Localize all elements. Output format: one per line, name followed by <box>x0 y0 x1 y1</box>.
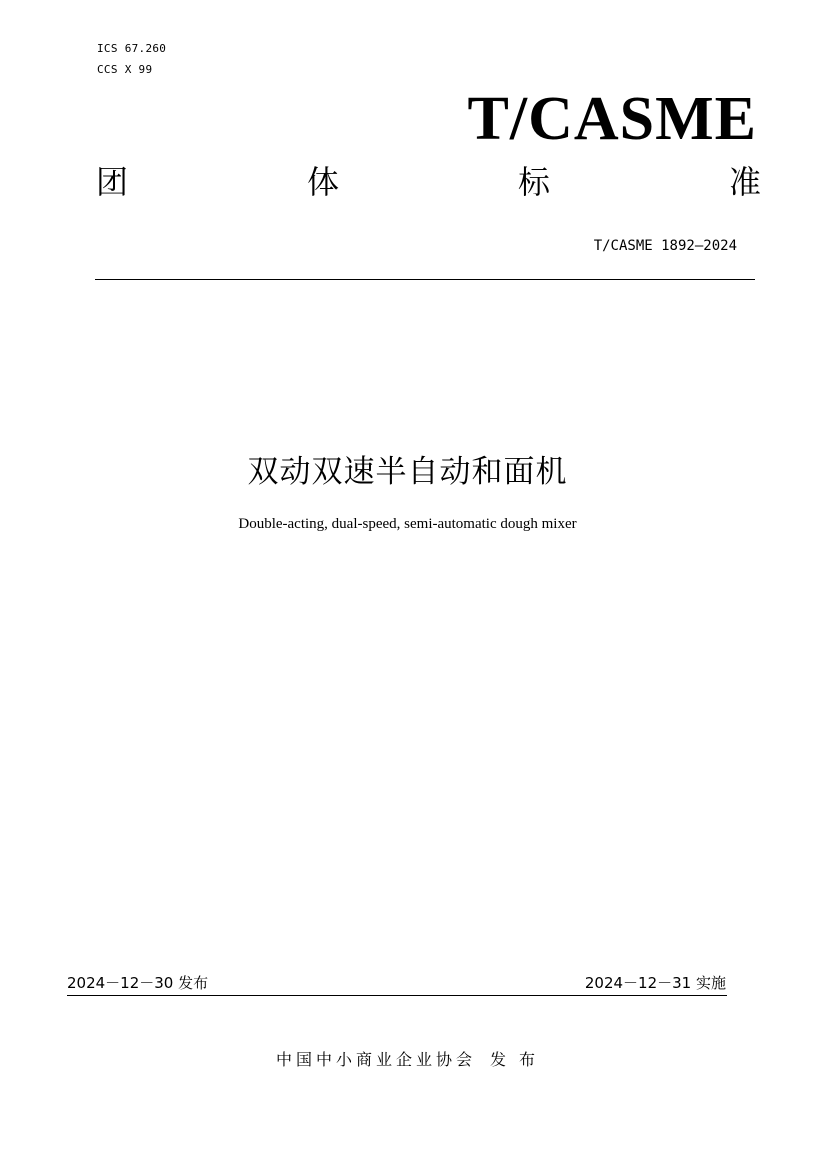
organization-abbreviation: T/CASME <box>467 85 757 153</box>
document-title-chinese: 双动双速半自动和面机 <box>247 454 568 490</box>
standard-type-char: 标 <box>517 163 550 201</box>
implementation-date: 2024－12－31 实施 <box>584 974 726 992</box>
publisher-action: 发 布 <box>489 1050 540 1069</box>
standard-type-label <box>96 162 761 202</box>
document-title-english: Double-acting, dual-speed, semi-automatic dough mixer <box>238 516 577 532</box>
standard-type-char: 体 <box>306 163 339 201</box>
publisher-line <box>0 1048 815 1072</box>
ccs-code: CCS X 99 <box>97 63 153 76</box>
standard-type-char: 准 <box>728 163 761 201</box>
publisher-name: 中国中小商业企业协会 <box>275 1050 476 1069</box>
header-divider <box>95 279 755 280</box>
ics-code: ICS 67.260 <box>97 42 167 55</box>
footer-divider <box>67 995 727 996</box>
issue-date: 2024－12－30 发布 <box>67 974 209 992</box>
standard-type-char: 团 <box>96 163 129 201</box>
standard-number: T/CASME 1892—2024 <box>593 238 737 254</box>
